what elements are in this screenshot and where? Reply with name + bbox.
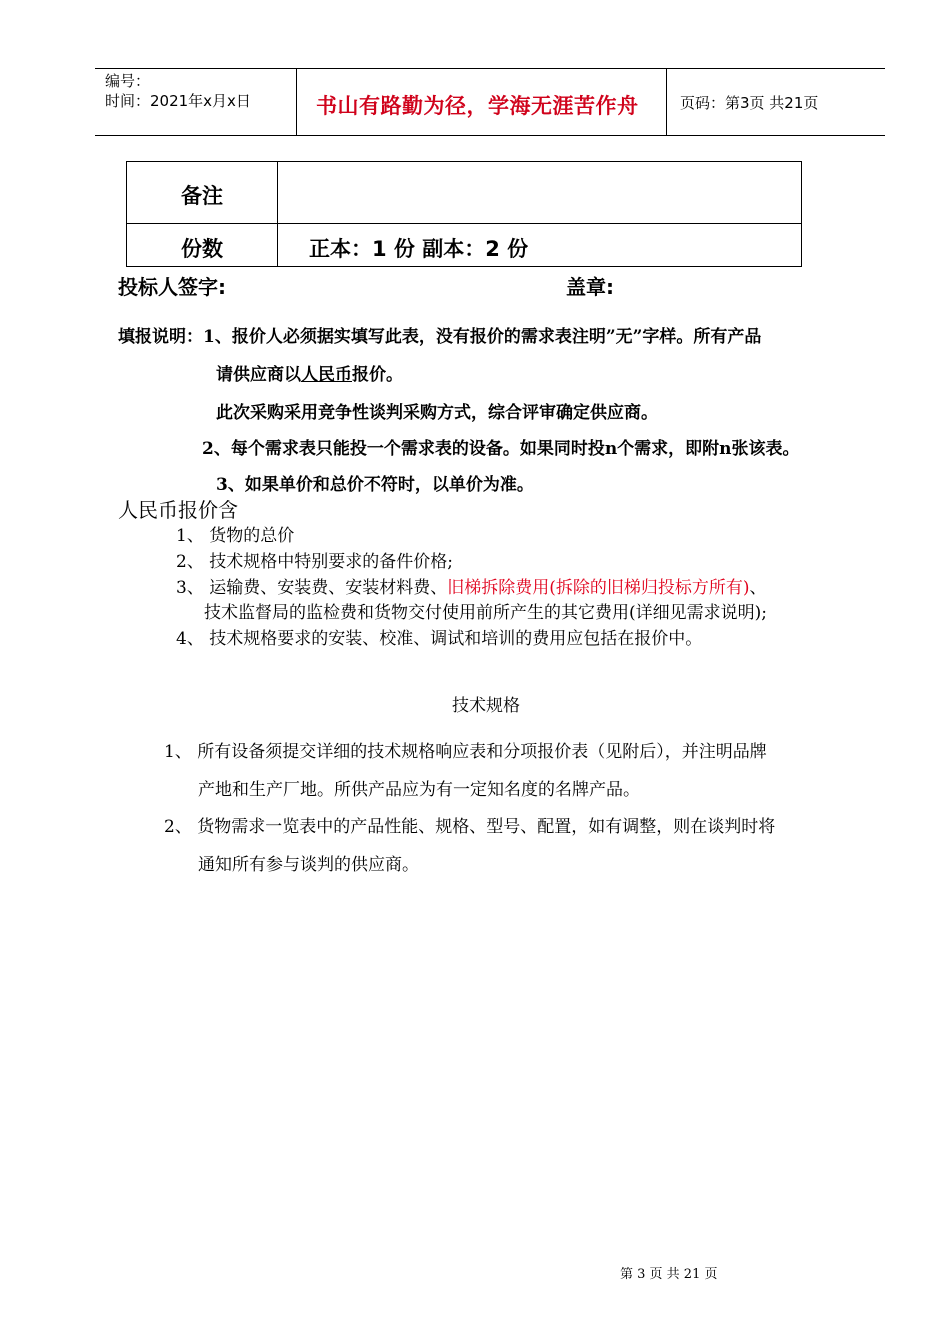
remark-label: 备注 <box>181 184 223 208</box>
header-bottom-rule <box>95 135 885 136</box>
instruction-line-4: 2、每个需求表只能投一个需求表的设备。如果同时投n个需求，即附n张该表。 <box>202 439 800 459</box>
table-column-divider <box>277 162 278 266</box>
tech-spec-item-1-line-2: 产地和生产厂地。所供产品应为有一定知名度的名牌产品。 <box>198 780 640 800</box>
rmb-quote-item-2: 2、 技术规格中特别要求的备件价格; <box>176 552 453 572</box>
rmb-quote-item-3-pre: 3、 运输费、安装费、安装材料费、 <box>176 578 448 598</box>
rmb-quote-item-3-post: 、 <box>749 578 767 598</box>
page-footer: 第 3 页 共 21 页 <box>620 1267 718 1282</box>
rmb-quote-item-3-continued: 技术监督局的监检费和货物交付使用前所产生的其它费用(详细见需求说明); <box>204 603 767 623</box>
remarks-copies-table <box>126 161 802 267</box>
rmb-quote-item-1: 1、 货物的总价 <box>176 526 295 546</box>
instruction-line-2-post: 报价。 <box>352 365 403 385</box>
document-time: 时间：2021年x月x日 <box>105 92 251 110</box>
header-motto: 书山有路勤为径，学海无涯苦作舟 <box>316 94 639 118</box>
header-divider-2 <box>666 68 667 136</box>
instruction-line-2 <box>216 360 403 385</box>
rmb-quote-item-3 <box>176 573 767 598</box>
currency-rmb: 人民币 <box>301 365 352 385</box>
copies-value: 正本：1 份 副本：2 份 <box>309 237 529 261</box>
instruction-line-2-pre: 请供应商以 <box>216 365 301 385</box>
tech-spec-item-1-line-1: 1、 所有设备须提交详细的技术规格响应表和分项报价表（见附后），并注明品牌 <box>164 742 767 762</box>
bidder-signature-label: 投标人签字: <box>118 275 226 299</box>
document-number-label: 编号： <box>105 72 151 90</box>
instruction-line-1: 填报说明：1、报价人必须据实填写此表，没有报价的需求表注明”无”字样。所有产品 <box>118 327 762 347</box>
tech-spec-item-2-line-1: 2、 货物需求一览表中的产品性能、规格、型号、配置，如有调整，则在谈判时将 <box>164 817 776 837</box>
rmb-quote-item-4: 4、 技术规格要求的安装、校准、调试和培训的费用应包括在报价中。 <box>176 629 703 649</box>
copies-label: 份数 <box>181 237 223 261</box>
table-row-divider <box>127 223 801 224</box>
header-divider-1 <box>296 68 297 136</box>
instruction-line-5: 3、如果单价和总价不符时，以单价为准。 <box>216 475 534 495</box>
header-top-rule <box>95 68 885 69</box>
header-page-info: 页码：第3页 共21页 <box>680 94 819 112</box>
seal-label: 盖章: <box>566 275 614 299</box>
instruction-line-3: 此次采购采用竞争性谈判采购方式，综合评审确定供应商。 <box>216 403 658 423</box>
tech-spec-item-2-line-2: 通知所有参与谈判的供应商。 <box>198 855 419 875</box>
rmb-quote-title: 人民币报价含 <box>118 498 238 522</box>
rmb-quote-item-3-highlight: 旧梯拆除费用(拆除的旧梯归投标方所有) <box>447 578 750 598</box>
tech-spec-title: 技术规格 <box>452 696 520 716</box>
